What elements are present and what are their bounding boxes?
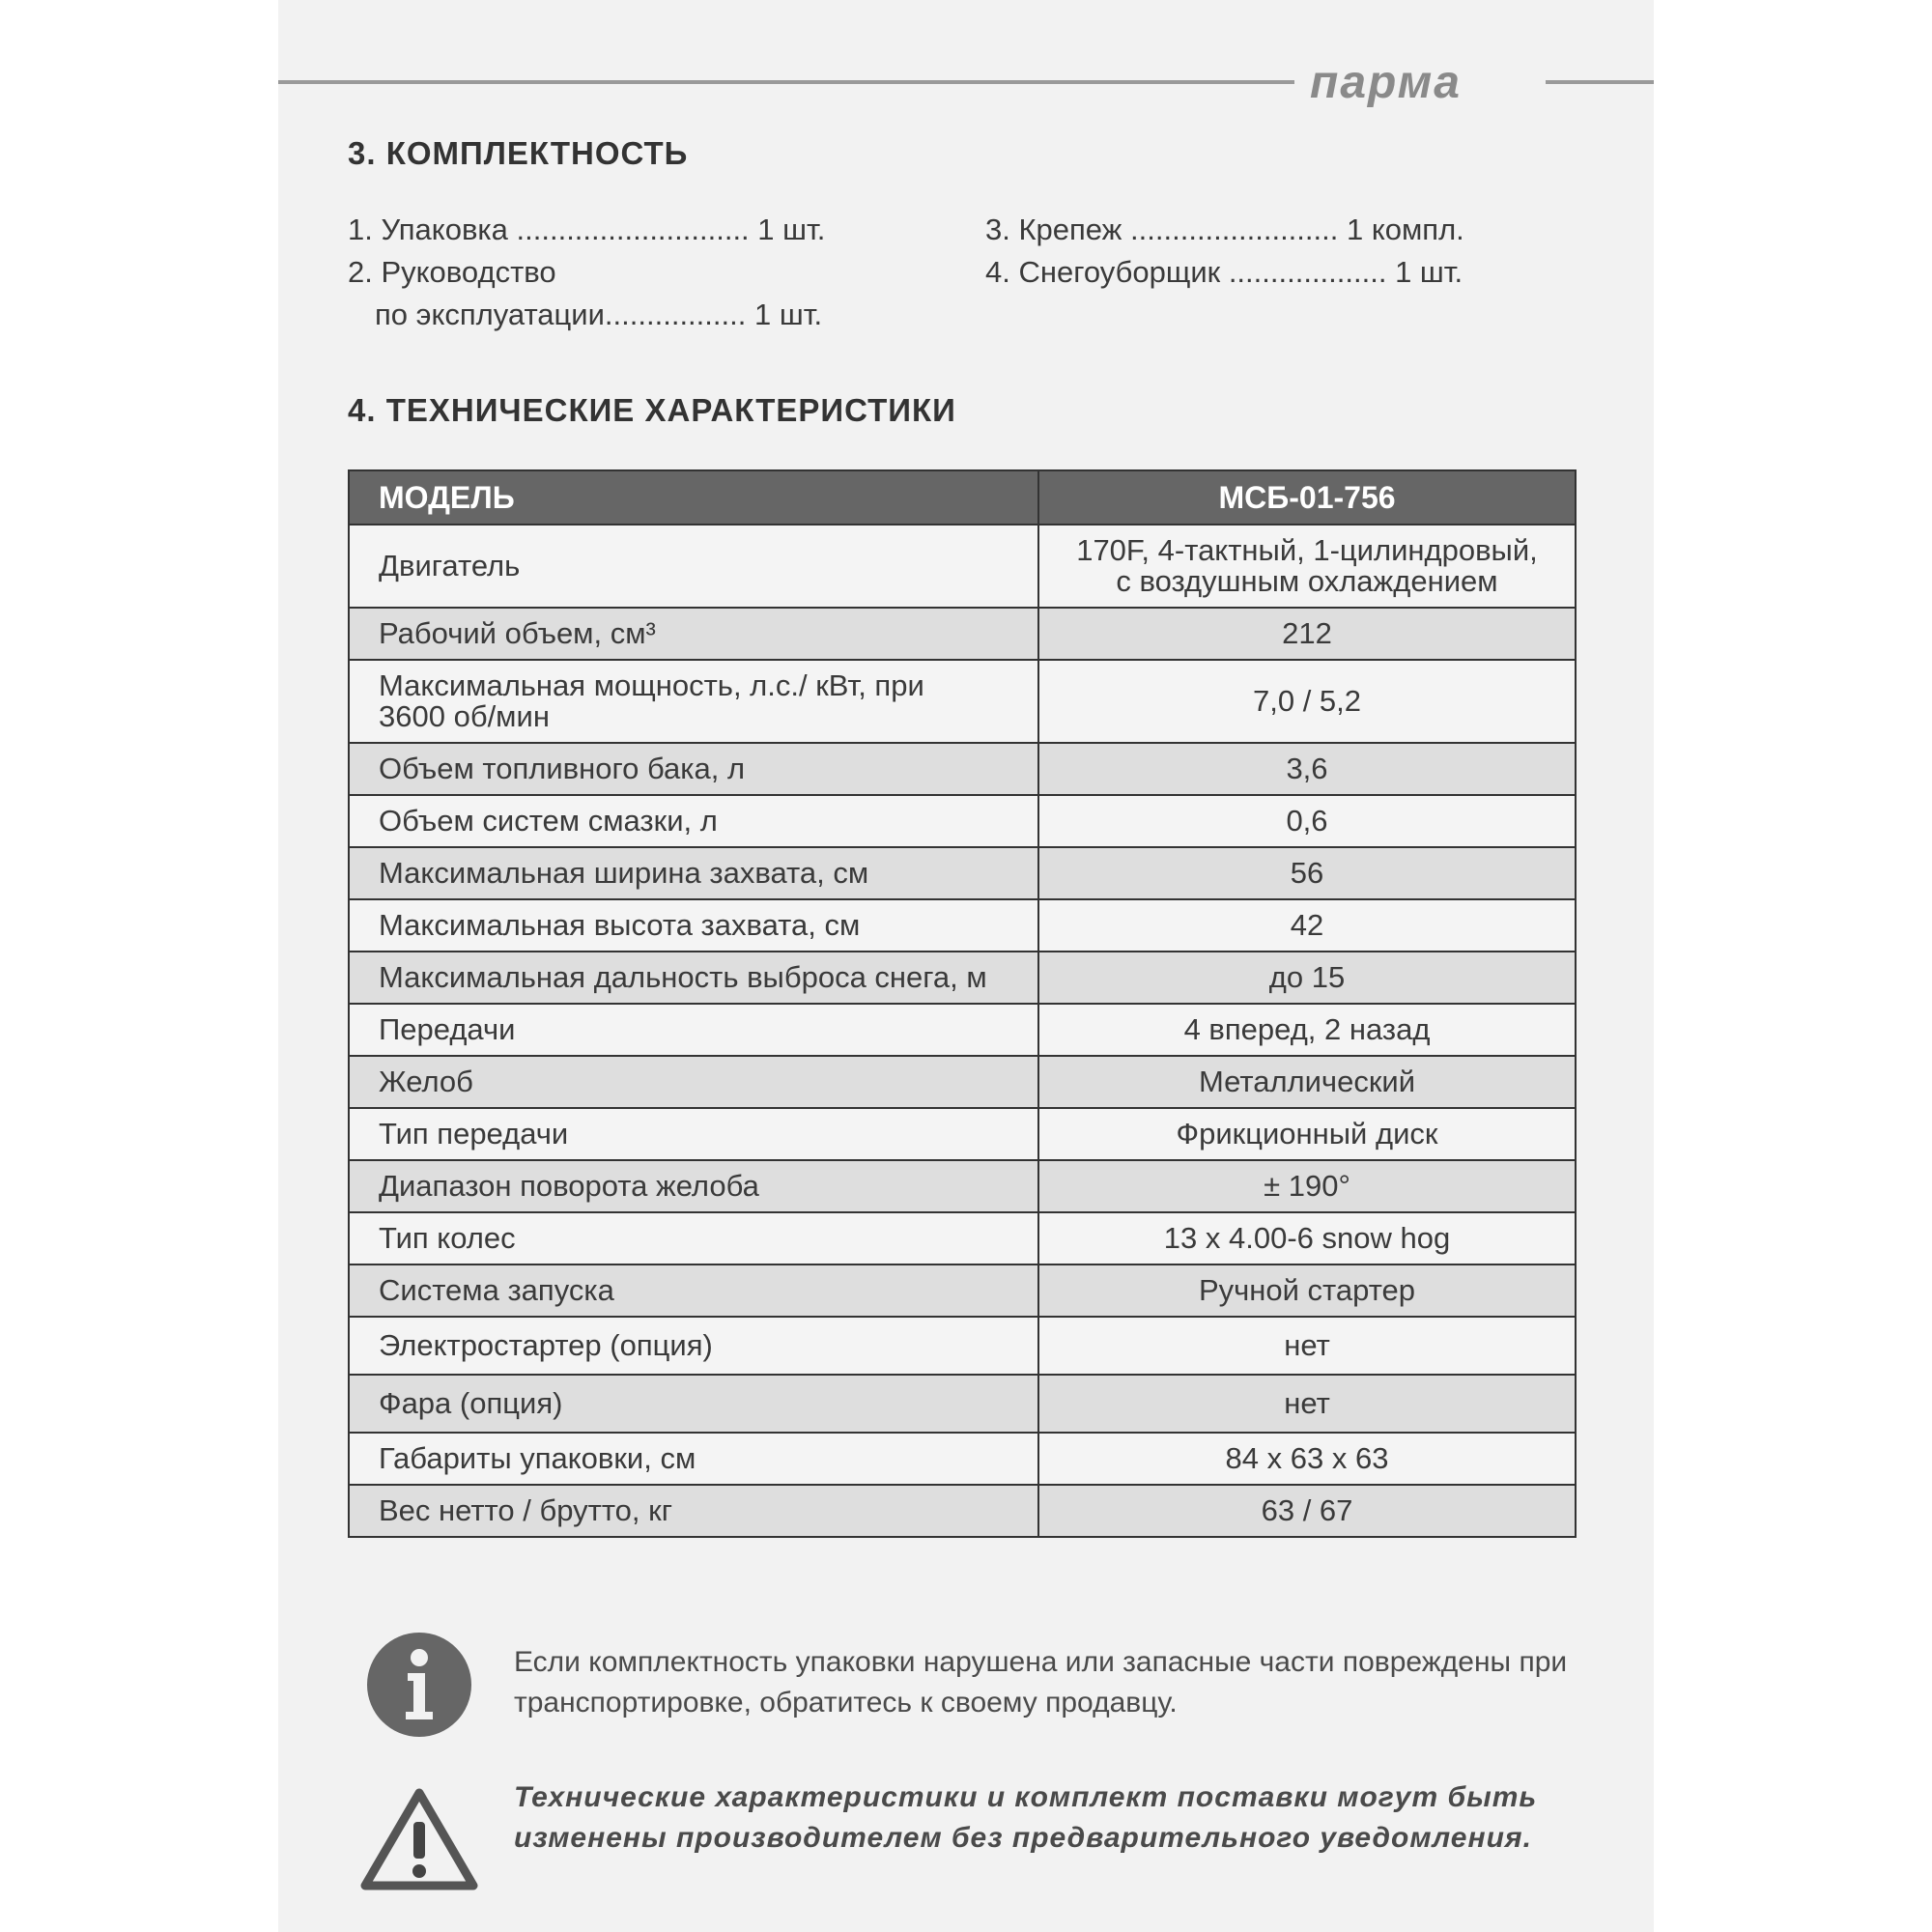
- table-row: [349, 1375, 1576, 1433]
- table-row: [349, 660, 1576, 743]
- spec-label: Желоб: [349, 1056, 1038, 1108]
- spec-value: до 15: [1038, 952, 1576, 1004]
- package-item-1: 1. Упаковка ............................ 1 шт.: [348, 213, 826, 246]
- spec-label: Передачи: [349, 1004, 1038, 1056]
- spec-label: Вес нетто / брутто, кг: [349, 1485, 1038, 1537]
- header-rule-right: [1546, 80, 1654, 84]
- table-row: [349, 1317, 1576, 1375]
- spec-label: Диапазон поворота желоба: [349, 1160, 1038, 1212]
- specs-table: [348, 469, 1577, 1538]
- table-row: [349, 1433, 1576, 1485]
- info-note: Если комплектность упаковки нарушена или запасные части повреждены при транспортировке, обратитесь к своему продавцу.: [514, 1646, 1568, 1719]
- spec-value: Металлический: [1038, 1056, 1576, 1108]
- spec-label: Объем топливного бака, л: [349, 743, 1038, 795]
- spec-label-line: 3600 об/мин: [379, 699, 550, 733]
- spec-label: Электростартер (опция): [349, 1317, 1038, 1375]
- spec-value: 212: [1038, 608, 1576, 660]
- model-value-header: МСБ-01-756: [1038, 470, 1576, 525]
- spec-value: нет: [1038, 1375, 1576, 1433]
- spec-label: Объем систем смазки, л: [349, 795, 1038, 847]
- spec-label: Максимальная высота захвата, см: [349, 899, 1038, 952]
- spec-label: Тип колес: [349, 1212, 1038, 1264]
- warning-note: Технические характеристики и комплект поставки могут быть изменены производителем без предварительного уведомления.: [514, 1781, 1538, 1854]
- package-item-2-cont: по эксплуатации................. 1 шт.: [375, 298, 823, 331]
- spec-value: 63 / 67: [1038, 1485, 1576, 1537]
- spec-value: 4 вперед, 2 назад: [1038, 1004, 1576, 1056]
- spec-label: Система запуска: [349, 1264, 1038, 1317]
- model-header: МОДЕЛЬ: [349, 470, 1038, 525]
- warning-icon: [359, 1785, 479, 1893]
- spec-value: [1038, 525, 1576, 608]
- spec-value: 56: [1038, 847, 1576, 899]
- table-row: [349, 1264, 1576, 1317]
- package-section-title: 3. КОМПЛЕКТНОСТЬ: [348, 135, 689, 171]
- spec-label: Рабочий объем, см³: [349, 608, 1038, 660]
- table-row: [349, 1004, 1576, 1056]
- info-icon: [365, 1631, 473, 1739]
- spec-label: Двигатель: [349, 525, 1038, 608]
- spec-value-line: 170F, 4-тактный, 1-цилиндровый,: [1076, 533, 1538, 567]
- spec-label-line: Максимальная мощность, л.с./ кВт, при: [379, 668, 924, 702]
- table-row: [349, 795, 1576, 847]
- spec-value-line: с воздушным охлаждением: [1116, 564, 1498, 598]
- spec-label: Габариты упаковки, см: [349, 1433, 1038, 1485]
- spec-value: 13 x 4.00-6 snow hog: [1038, 1212, 1576, 1264]
- specs-header-row: [349, 470, 1576, 525]
- spec-label: [349, 660, 1038, 743]
- spec-label: Фара (опция): [349, 1375, 1038, 1433]
- spec-value: 7,0 / 5,2: [1038, 660, 1576, 743]
- spec-value: ± 190°: [1038, 1160, 1576, 1212]
- spec-value: Ручной стартер: [1038, 1264, 1576, 1317]
- spec-label: Максимальная ширина захвата, см: [349, 847, 1038, 899]
- table-row: [349, 1056, 1576, 1108]
- spec-value: Фрикционный диск: [1038, 1108, 1576, 1160]
- spec-value: нет: [1038, 1317, 1576, 1375]
- table-row: [349, 1212, 1576, 1264]
- package-item-2: 2. Руководство: [348, 255, 556, 289]
- spec-value: 84 x 63 x 63: [1038, 1433, 1576, 1485]
- table-row: [349, 847, 1576, 899]
- manual-page: [278, 0, 1654, 1932]
- table-row: [349, 608, 1576, 660]
- table-row: [349, 743, 1576, 795]
- header-rule-left: [278, 80, 1294, 84]
- table-row: [349, 1160, 1576, 1212]
- table-row: [349, 952, 1576, 1004]
- package-item-4: 4. Снегоуборщик ................... 1 шт.: [985, 255, 1463, 289]
- spec-value: 3,6: [1038, 743, 1576, 795]
- spec-value: 42: [1038, 899, 1576, 952]
- table-row: [349, 525, 1576, 608]
- brand-logo: парма: [1310, 57, 1462, 108]
- table-row: [349, 1485, 1576, 1537]
- spec-value: 0,6: [1038, 795, 1576, 847]
- spec-label: Тип передачи: [349, 1108, 1038, 1160]
- table-row: [349, 899, 1576, 952]
- spec-label: Максимальная дальность выброса снега, м: [349, 952, 1038, 1004]
- specs-section-title: 4. ТЕХНИЧЕСКИЕ ХАРАКТЕРИСТИКИ: [348, 392, 956, 428]
- package-item-3: 3. Крепеж ......................... 1 компл.: [985, 213, 1464, 246]
- table-row: [349, 1108, 1576, 1160]
